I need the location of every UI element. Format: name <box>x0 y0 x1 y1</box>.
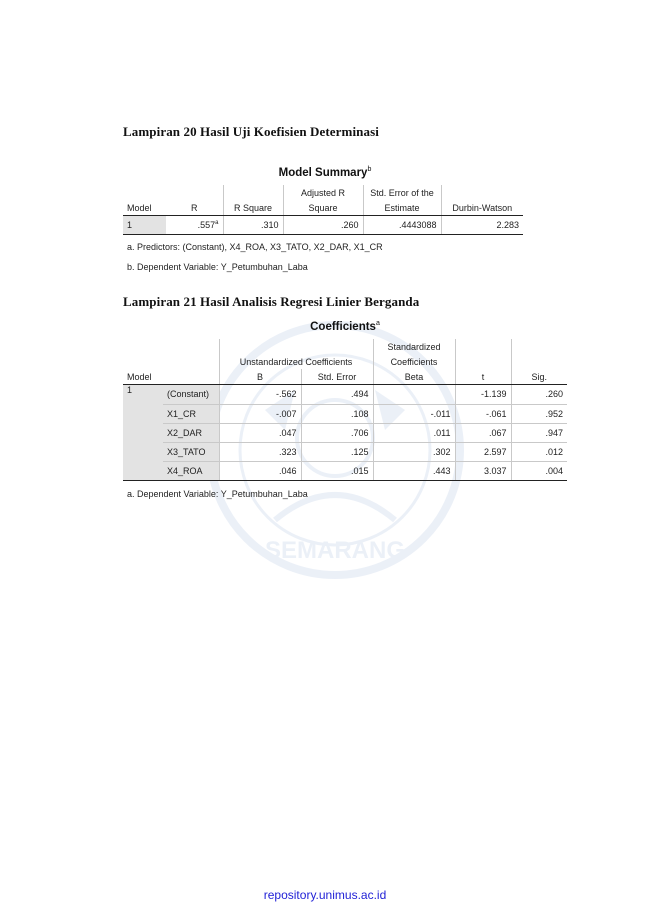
header-std-error-line1: Std. Error of the <box>363 185 441 200</box>
table-row <box>123 216 523 235</box>
header-adjusted-r-line2: Square <box>283 200 363 216</box>
cell-std-error: .015 <box>301 461 373 481</box>
cell-model-number: 1 <box>123 385 163 405</box>
cell-r <box>166 216 223 235</box>
header-std-error-line2: Estimate <box>363 200 441 216</box>
cell-std-error: .125 <box>301 442 373 461</box>
cell-r-value: .557 <box>197 220 216 230</box>
cell-std-error: .108 <box>301 404 373 423</box>
cell-b: .323 <box>219 442 301 461</box>
cell-beta: .011 <box>373 423 455 442</box>
header-standardized-line2: Coefficients <box>373 354 455 369</box>
cell-t: 3.037 <box>455 461 511 481</box>
footer-repository-link[interactable]: repository.unimus.ac.id <box>263 888 387 902</box>
table-row <box>123 442 567 461</box>
header-durbin-watson: Durbin-Watson <box>441 200 523 216</box>
header-t: t <box>455 369 511 385</box>
table-row <box>123 404 567 423</box>
cell-beta: -.011 <box>373 404 455 423</box>
model-summary-note-b: b. Dependent Variable: Y_Petumbuhan_Laba <box>127 262 308 272</box>
cell-std-error: .706 <box>301 423 373 442</box>
header-model: Model <box>123 369 219 385</box>
coefficients-title-text: Coefficients <box>310 320 376 333</box>
cell-variable: X4_ROA <box>163 461 219 481</box>
table-row <box>123 385 567 405</box>
heading-lampiran-21: Lampiran 21 Hasil Analisis Regresi Linier Berganda <box>123 294 420 309</box>
cell-r-sup: a <box>215 220 219 226</box>
cell-model: 1 <box>123 216 166 235</box>
cell-b: -.562 <box>219 385 301 405</box>
cell-variable: X2_DAR <box>163 423 219 442</box>
cell-variable: (Constant) <box>163 385 219 405</box>
heading-lampiran-20: Lampiran 20 Hasil Uji Koefisien Determinasi <box>123 124 379 139</box>
cell-sig: .012 <box>511 442 567 461</box>
header-standardized-line1: Standardized <box>373 339 455 354</box>
cell-b: -.007 <box>219 404 301 423</box>
table-row <box>123 423 567 442</box>
model-summary-note-a: a. Predictors: (Constant), X4_ROA, X3_TATO, X2_DAR, X1_CR <box>127 242 383 252</box>
cell-t: -.061 <box>455 404 511 423</box>
header-model: Model <box>123 200 166 216</box>
model-summary-table <box>123 185 523 235</box>
table-row <box>123 461 567 481</box>
cell-beta: .302 <box>373 442 455 461</box>
header-sig: Sig. <box>511 369 567 385</box>
cell-std-error: .4443088 <box>363 216 441 235</box>
cell-t: .067 <box>455 423 511 442</box>
cell-sig: .947 <box>511 423 567 442</box>
cell-variable: X1_CR <box>163 404 219 423</box>
cell-std-error: .494 <box>301 385 373 405</box>
cell-sig: .260 <box>511 385 567 405</box>
cell-b: .046 <box>219 461 301 481</box>
cell-t: -1.139 <box>455 385 511 405</box>
coefficients-title-sup: a <box>375 320 380 327</box>
cell-adjusted-r-square: .260 <box>283 216 363 235</box>
cell-beta: .443 <box>373 461 455 481</box>
cell-sig: .004 <box>511 461 567 481</box>
header-std-error: Std. Error <box>301 369 373 385</box>
cell-sig: .952 <box>511 404 567 423</box>
model-summary-title-text: Model Summary <box>278 166 368 179</box>
cell-beta <box>373 385 455 405</box>
header-r-square: R Square <box>223 200 283 216</box>
header-beta: Beta <box>373 369 455 385</box>
header-adjusted-r-line1: Adjusted R <box>283 185 363 200</box>
coefficients-title <box>285 320 405 333</box>
header-b: B <box>219 369 301 385</box>
model-summary-title <box>260 166 390 179</box>
coefficients-table <box>123 339 567 481</box>
cell-b: .047 <box>219 423 301 442</box>
header-unstandardized: Unstandardized Coefficients <box>219 354 373 369</box>
cell-t: 2.597 <box>455 442 511 461</box>
svg-text:SEMARANG: SEMARANG <box>264 537 406 564</box>
header-r: R <box>166 200 223 216</box>
cell-durbin-watson: 2.283 <box>441 216 523 235</box>
cell-r-square: .310 <box>223 216 283 235</box>
coefficients-note-a: a. Dependent Variable: Y_Petumbuhan_Laba <box>127 489 308 499</box>
model-summary-title-sup: b <box>367 166 372 173</box>
cell-variable: X3_TATO <box>163 442 219 461</box>
